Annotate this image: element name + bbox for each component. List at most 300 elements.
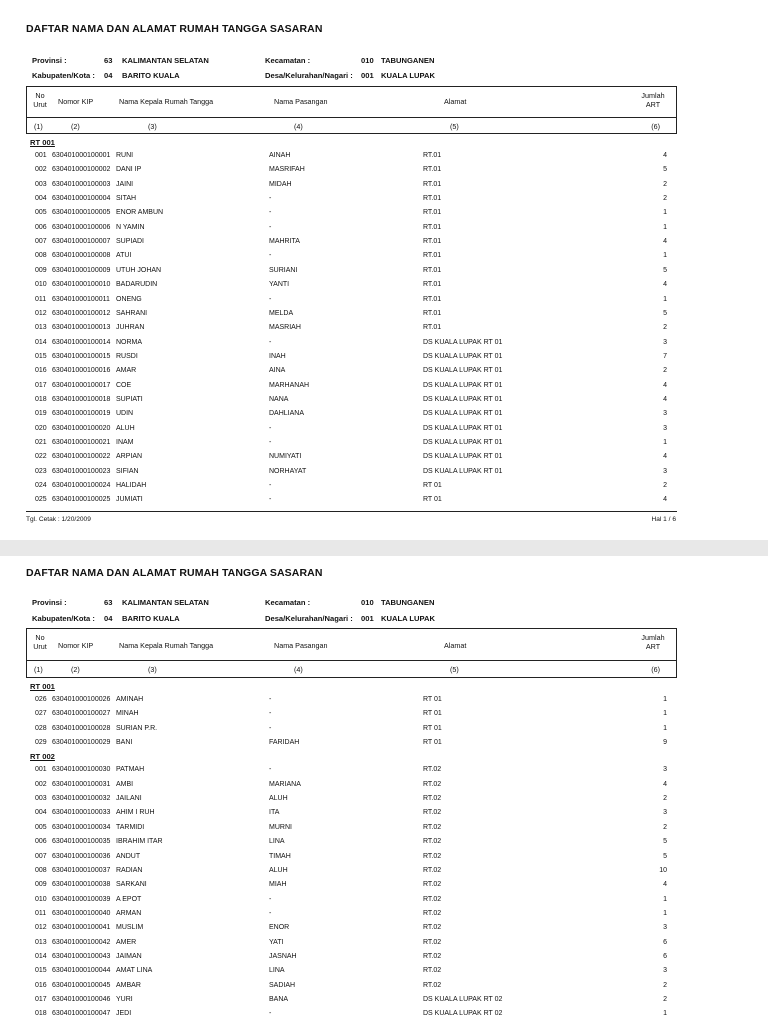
cell-pasangan: ALUH: [269, 795, 288, 803]
cell-pasangan: MAHRITA: [269, 238, 300, 246]
kecamatan-code: 010: [361, 56, 374, 65]
cell-no-urut: 007: [35, 238, 47, 246]
cell-no-urut: 016: [35, 367, 47, 375]
col-num-3: (3): [148, 122, 157, 131]
cell-alamat: RT.02: [423, 981, 442, 989]
cell-jumlah-art: 3: [663, 766, 667, 774]
cell-nomor-kip: 630401000100001: [52, 152, 111, 159]
cell-pasangan: YATI: [269, 938, 284, 946]
cell-pasangan: -: [269, 195, 272, 203]
table-row: [26, 264, 677, 278]
rt-section-label: RT 002: [30, 752, 55, 762]
table-row: [26, 293, 677, 307]
cell-no-urut: 006: [35, 838, 47, 846]
cell-jumlah-art: 1: [663, 209, 667, 217]
cell-nomor-kip: 630401000100039: [52, 895, 111, 903]
cell-nomor-kip: 630401000100042: [52, 938, 111, 946]
cell-no-urut: 004: [35, 809, 47, 817]
cell-nomor-kip: 630401000100045: [52, 981, 111, 989]
cell-pasangan: -: [269, 252, 272, 260]
cell-kepala: SURIAN P.R.: [116, 724, 158, 732]
cell-pasangan: MASRIFAH: [269, 166, 305, 174]
table-header: [26, 628, 677, 678]
table-row: [26, 393, 677, 407]
cell-kepala: SIFIAN: [116, 467, 139, 475]
cell-alamat: RT 01: [423, 696, 442, 703]
kabupaten-code: 04: [104, 614, 113, 623]
table-row: [26, 693, 677, 707]
cell-kepala: JAINI: [116, 180, 134, 188]
kecamatan-label: Kecamatan :: [265, 598, 311, 607]
cell-pasangan: -: [269, 766, 272, 774]
col-nomor-kip: Nomor KIP: [58, 97, 94, 106]
cell-jumlah-art: 1: [663, 439, 667, 446]
cell-no-urut: 017: [35, 381, 47, 389]
table-row: [26, 736, 677, 750]
cell-kepala: AMAT LINA: [116, 967, 153, 975]
cell-no-urut: 012: [35, 924, 47, 932]
cell-no-urut: 009: [35, 881, 47, 889]
cell-kepala: UTUH JOHAN: [116, 266, 162, 274]
desa-code: 001: [361, 71, 374, 80]
cell-no-urut: 002: [35, 166, 47, 174]
cell-kepala: ARMAN: [116, 909, 142, 917]
cell-no-urut: 007: [35, 852, 47, 860]
col-num-6: (6): [651, 665, 660, 674]
cell-kepala: ANDUT: [116, 852, 141, 860]
cell-nomor-kip: 630401000100006: [52, 223, 111, 231]
page-number: Hal 1 / 6: [651, 516, 676, 523]
cell-nomor-kip: 630401000100044: [52, 967, 111, 975]
provinsi-code: 63: [104, 56, 113, 65]
col-pasangan: Nama Pasangan: [274, 641, 328, 650]
cell-jumlah-art: 3: [663, 809, 667, 817]
provinsi-label: Provinsi :: [32, 56, 67, 65]
col-pasangan: Nama Pasangan: [274, 97, 328, 106]
cell-no-urut: 008: [35, 866, 47, 874]
page-title: DAFTAR NAMA DAN ALAMAT RUMAH TANGGA SASARAN: [26, 23, 323, 35]
cell-alamat: RT.02: [423, 852, 442, 860]
cell-kepala: A EPOT: [116, 895, 142, 903]
cell-pasangan: ALUH: [269, 866, 288, 874]
cell-kepala: HALIDAH: [116, 482, 147, 490]
cell-jumlah-art: 2: [663, 482, 667, 490]
cell-kepala: NORMA: [116, 338, 143, 346]
cell-no-urut: 010: [35, 281, 47, 289]
cell-nomor-kip: 630401000100009: [52, 266, 111, 274]
cell-kepala: AMINAH: [116, 696, 144, 703]
table-row: [26, 921, 677, 935]
cell-no-urut: 014: [35, 952, 47, 960]
cell-nomor-kip: 630401000100033: [52, 809, 111, 817]
cell-alamat: DS KUALA LUPAK RT 01: [423, 453, 503, 461]
cell-pasangan: -: [269, 223, 272, 231]
kecamatan-name: TABUNGANEN: [381, 598, 435, 607]
cell-pasangan: TIMAH: [269, 852, 291, 860]
cell-no-urut: 025: [35, 496, 47, 504]
cell-kepala: SUPIATI: [116, 395, 143, 403]
cell-nomor-kip: 630401000100041: [52, 924, 111, 932]
cell-jumlah-art: 3: [663, 410, 667, 418]
table-row: [26, 964, 677, 978]
cell-jumlah-art: 1: [663, 1010, 667, 1018]
cell-kepala: ALUH: [116, 424, 135, 432]
cell-alamat: RT 01: [423, 724, 442, 732]
cell-alamat: DS KUALA LUPAK RT 02: [423, 996, 503, 1003]
cell-alamat: RT.02: [423, 909, 442, 917]
cell-no-urut: 018: [35, 395, 47, 403]
cell-alamat: RT.02: [423, 866, 442, 874]
cell-pasangan: SURIANI: [269, 266, 298, 274]
provinsi-label: Provinsi :: [32, 598, 67, 607]
table-row: [26, 835, 677, 849]
footer-divider: [26, 511, 677, 512]
cell-alamat: RT.01: [423, 166, 442, 174]
cell-no-urut: 026: [35, 696, 47, 703]
cell-alamat: RT.01: [423, 309, 442, 317]
cell-nomor-kip: 630401000100037: [52, 866, 111, 874]
table-row: [26, 864, 677, 878]
cell-alamat: RT 01: [423, 739, 442, 747]
table-row: [26, 993, 677, 1007]
cell-no-urut: 014: [35, 338, 47, 346]
cell-nomor-kip: 630401000100032: [52, 795, 111, 803]
cell-kepala: AMER: [116, 938, 137, 946]
cell-alamat: RT.01: [423, 238, 442, 246]
cell-alamat: RT.02: [423, 766, 442, 774]
cell-jumlah-art: 1: [663, 223, 667, 231]
cell-pasangan: NUMIYATI: [269, 453, 302, 461]
cell-jumlah-art: 3: [663, 338, 667, 346]
table-row: [26, 163, 677, 177]
table-header: [26, 86, 677, 134]
cell-jumlah-art: 7: [663, 352, 667, 360]
cell-kepala: SARKANI: [116, 881, 147, 889]
cell-pasangan: -: [269, 482, 272, 490]
cell-kepala: MUSLIM: [116, 924, 144, 932]
cell-alamat: RT.01: [423, 152, 442, 159]
cell-jumlah-art: 4: [663, 152, 667, 159]
cell-alamat: RT.02: [423, 809, 442, 817]
cell-jumlah-art: 4: [663, 881, 667, 889]
cell-nomor-kip: 630401000100002: [52, 166, 111, 174]
cell-nomor-kip: 630401000100023: [52, 467, 111, 475]
cell-kepala: RUNI: [116, 152, 134, 159]
col-num-2: (2): [71, 122, 80, 131]
cell-nomor-kip: 630401000100038: [52, 881, 111, 889]
cell-pasangan: -: [269, 724, 272, 732]
cell-alamat: RT.01: [423, 209, 442, 217]
table-row: [26, 221, 677, 235]
cell-pasangan: -: [269, 295, 272, 303]
cell-jumlah-art: 1: [663, 252, 667, 260]
table-row: [26, 149, 677, 163]
cell-jumlah-art: 2: [663, 180, 667, 188]
cell-alamat: RT.01: [423, 281, 442, 289]
cell-kepala: YURI: [116, 996, 133, 1003]
table-row: [26, 806, 677, 820]
col-nomor-kip: Nomor KIP: [58, 641, 94, 650]
cell-jumlah-art: 5: [663, 266, 667, 274]
cell-jumlah-art: 1: [663, 909, 667, 917]
cell-pasangan: -: [269, 439, 272, 446]
cell-pasangan: ENOR: [269, 924, 290, 932]
cell-nomor-kip: 630401000100015: [52, 352, 111, 360]
cell-nomor-kip: 630401000100014: [52, 338, 111, 346]
cell-nomor-kip: 630401000100040: [52, 909, 111, 917]
col-no-urut: No Urut: [33, 633, 47, 651]
cell-kepala: ARPIAN: [116, 453, 143, 461]
cell-jumlah-art: 4: [663, 381, 667, 389]
cell-nomor-kip: 630401000100024: [52, 482, 111, 490]
table-row: [26, 950, 677, 964]
cell-nomor-kip: 630401000100036: [52, 852, 111, 860]
col-num-2: (2): [71, 665, 80, 674]
cell-kepala: BADARUDIN: [116, 281, 158, 289]
cell-nomor-kip: 630401000100029: [52, 739, 111, 747]
cell-jumlah-art: 3: [663, 924, 667, 932]
cell-alamat: RT.02: [423, 895, 442, 903]
cell-pasangan: INAH: [269, 352, 286, 360]
table-row: [26, 278, 677, 292]
col-num-5: (5): [450, 122, 459, 131]
col-num-4: (4): [294, 665, 303, 674]
cell-nomor-kip: 630401000100021: [52, 439, 111, 446]
print-date: Tgl. Cetak : 1/20/2009: [26, 516, 91, 523]
cell-no-urut: 001: [35, 766, 47, 774]
cell-jumlah-art: 4: [663, 496, 667, 504]
cell-pasangan: -: [269, 496, 272, 504]
cell-jumlah-art: 10: [659, 866, 667, 874]
table-row: [26, 407, 677, 421]
cell-pasangan: -: [269, 209, 272, 217]
cell-pasangan: NORHAYAT: [269, 467, 307, 475]
desa-name: KUALA LUPAK: [381, 614, 435, 623]
cell-jumlah-art: 4: [663, 238, 667, 246]
cell-no-urut: 029: [35, 739, 47, 747]
cell-alamat: RT.01: [423, 195, 442, 203]
cell-pasangan: NANA: [269, 395, 289, 403]
table-row: [26, 893, 677, 907]
cell-pasangan: AINAH: [269, 152, 291, 159]
cell-pasangan: BANA: [269, 996, 289, 1003]
cell-alamat: RT.02: [423, 823, 442, 831]
cell-no-urut: 020: [35, 424, 47, 432]
cell-no-urut: 005: [35, 209, 47, 217]
cell-no-urut: 010: [35, 895, 47, 903]
cell-jumlah-art: 9: [663, 739, 667, 747]
desa-name: KUALA LUPAK: [381, 71, 435, 80]
cell-alamat: RT.02: [423, 952, 442, 960]
cell-no-urut: 021: [35, 439, 47, 446]
cell-kepala: INAM: [116, 439, 134, 446]
cell-kepala: ONENG: [116, 295, 142, 303]
cell-jumlah-art: 4: [663, 453, 667, 461]
cell-jumlah-art: 2: [663, 981, 667, 989]
table-row: [26, 493, 677, 507]
table-row: [26, 821, 677, 835]
cell-pasangan: MARIANA: [269, 780, 301, 788]
table-row: [26, 436, 677, 450]
cell-pasangan: ITA: [269, 809, 280, 817]
cell-nomor-kip: 630401000100010: [52, 281, 111, 289]
cell-nomor-kip: 630401000100004: [52, 195, 111, 203]
col-num-4: (4): [294, 122, 303, 131]
cell-alamat: RT.01: [423, 266, 442, 274]
cell-nomor-kip: 630401000100047: [52, 1010, 111, 1018]
cell-pasangan: -: [269, 338, 272, 346]
cell-nomor-kip: 630401000100013: [52, 324, 111, 332]
table-row: [26, 763, 677, 777]
cell-kepala: BANI: [116, 739, 133, 747]
cell-no-urut: 009: [35, 266, 47, 274]
cell-no-urut: 027: [35, 710, 47, 718]
cell-kepala: AMBI: [116, 780, 134, 788]
cell-no-urut: 011: [35, 295, 47, 303]
table-row: [26, 450, 677, 464]
cell-jumlah-art: 4: [663, 395, 667, 403]
table-row: [26, 336, 677, 350]
cell-alamat: RT.02: [423, 881, 442, 889]
cell-alamat: RT 01: [423, 496, 442, 504]
rt-section-label: RT 001: [30, 682, 55, 691]
cell-nomor-kip: 630401000100012: [52, 309, 111, 317]
col-num-3: (3): [148, 665, 157, 674]
cell-no-urut: 013: [35, 938, 47, 946]
kabupaten-name: BARITO KUALA: [122, 614, 180, 623]
cell-no-urut: 013: [35, 324, 47, 332]
table-row: [26, 192, 677, 206]
table-row: [26, 722, 677, 736]
col-num-1: (1): [34, 665, 43, 674]
cell-pasangan: -: [269, 710, 272, 718]
cell-kepala: JUHRAN: [116, 324, 145, 332]
cell-alamat: RT 01: [423, 710, 442, 718]
cell-alamat: RT.02: [423, 780, 442, 788]
cell-nomor-kip: 630401000100030: [52, 766, 111, 774]
cell-pasangan: -: [269, 1010, 272, 1018]
table-row: [26, 350, 677, 364]
cell-kepala: SITAH: [116, 195, 137, 203]
cell-jumlah-art: 5: [663, 309, 667, 317]
provinsi-name: KALIMANTAN SELATAN: [122, 598, 209, 607]
cell-pasangan: -: [269, 696, 272, 703]
cell-alamat: DS KUALA LUPAK RT 01: [423, 424, 503, 432]
cell-kepala: AMBAR: [116, 981, 141, 989]
cell-no-urut: 022: [35, 453, 47, 461]
table-row: [26, 178, 677, 192]
cell-jumlah-art: 2: [663, 195, 667, 203]
cell-kepala: JAIMAN: [116, 952, 142, 960]
cell-jumlah-art: 4: [663, 780, 667, 788]
cell-nomor-kip: 630401000100027: [52, 710, 111, 718]
table-row: [26, 364, 677, 378]
cell-alamat: DS KUALA LUPAK RT 02: [423, 1010, 503, 1018]
cell-nomor-kip: 630401000100034: [52, 823, 111, 831]
table-row: [26, 1007, 677, 1021]
cell-no-urut: 028: [35, 724, 47, 732]
cell-pasangan: LINA: [269, 967, 285, 975]
cell-kepala: SUPIADI: [116, 238, 145, 246]
col-jumlah-art: Jumlah ART: [641, 633, 665, 651]
cell-kepala: COE: [116, 381, 132, 389]
cell-nomor-kip: 630401000100026: [52, 696, 111, 703]
cell-jumlah-art: 3: [663, 424, 667, 432]
table-row: [26, 379, 677, 393]
provinsi-code: 63: [104, 598, 113, 607]
cell-pasangan: -: [269, 909, 272, 917]
cell-jumlah-art: 2: [663, 324, 667, 332]
cell-kepala: RUSDI: [116, 352, 138, 360]
cell-alamat: DS KUALA LUPAK RT 01: [423, 467, 503, 475]
provinsi-name: KALIMANTAN SELATAN: [122, 56, 209, 65]
cell-alamat: RT.01: [423, 180, 442, 188]
cell-kepala: ATUI: [116, 252, 132, 260]
col-num-6: (6): [651, 122, 660, 131]
cell-jumlah-art: 3: [663, 467, 667, 475]
cell-jumlah-art: 2: [663, 823, 667, 831]
cell-nomor-kip: 630401000100017: [52, 381, 111, 389]
cell-jumlah-art: 2: [663, 996, 667, 1003]
cell-pasangan: MURNI: [269, 823, 292, 831]
cell-alamat: DS KUALA LUPAK RT 01: [423, 410, 503, 418]
cell-kepala: RADIAN: [116, 866, 143, 874]
cell-nomor-kip: 630401000100005: [52, 209, 111, 217]
cell-pasangan: AINA: [269, 367, 286, 375]
cell-alamat: RT.02: [423, 938, 442, 946]
kabupaten-label: Kabupaten/Kota :: [32, 71, 95, 80]
cell-kepala: JAILANI: [116, 795, 142, 803]
cell-kepala: TARMIDI: [116, 823, 145, 831]
cell-nomor-kip: 630401000100018: [52, 395, 111, 403]
cell-kepala: AMAR: [116, 367, 137, 375]
col-kepala: Nama Kepala Rumah Tangga: [119, 97, 214, 106]
cell-jumlah-art: 5: [663, 838, 667, 846]
col-num-1: (1): [34, 122, 43, 131]
cell-no-urut: 003: [35, 795, 47, 803]
cell-pasangan: MARHANAH: [269, 381, 310, 389]
cell-alamat: RT.02: [423, 795, 442, 803]
cell-no-urut: 015: [35, 352, 47, 360]
table-row: [26, 422, 677, 436]
cell-alamat: RT.01: [423, 223, 442, 231]
table-row: [26, 321, 677, 335]
cell-nomor-kip: 630401000100003: [52, 180, 111, 188]
table-row: [26, 465, 677, 479]
cell-jumlah-art: 6: [663, 938, 667, 946]
table-row: [26, 878, 677, 892]
cell-kepala: PATMAH: [116, 766, 145, 774]
col-alamat: Alamat: [444, 641, 467, 650]
cell-kepala: SAHRANI: [116, 309, 148, 317]
cell-alamat: RT.02: [423, 838, 442, 846]
cell-no-urut: 024: [35, 482, 47, 490]
cell-no-urut: 015: [35, 967, 47, 975]
cell-no-urut: 018: [35, 1010, 47, 1018]
cell-nomor-kip: 630401000100046: [52, 996, 111, 1003]
cell-alamat: RT.01: [423, 295, 442, 303]
kecamatan-label: Kecamatan :: [265, 56, 311, 65]
cell-no-urut: 017: [35, 996, 47, 1003]
cell-alamat: RT.01: [423, 252, 442, 260]
col-jumlah-art: Jumlah ART: [641, 91, 665, 109]
table-row: [26, 850, 677, 864]
cell-kepala: AHIM I RUH: [116, 809, 155, 817]
kecamatan-name: TABUNGANEN: [381, 56, 435, 65]
cell-jumlah-art: 1: [663, 724, 667, 732]
col-alamat: Alamat: [444, 97, 467, 106]
cell-nomor-kip: 630401000100028: [52, 724, 111, 732]
